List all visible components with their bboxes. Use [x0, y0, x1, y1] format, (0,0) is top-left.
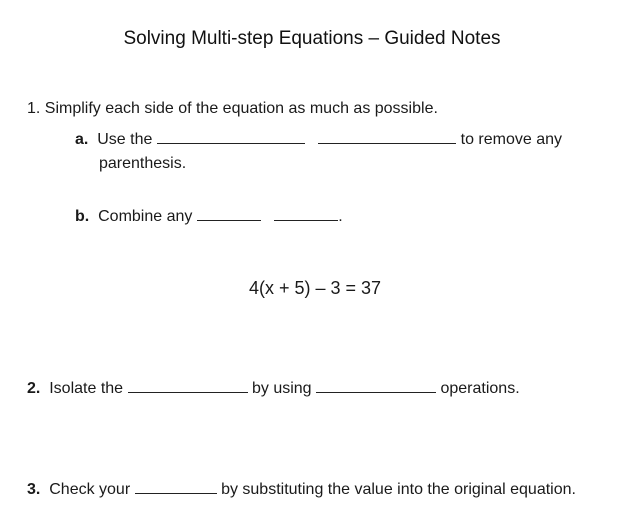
step-2-number: 2.: [27, 380, 41, 397]
step-1-number: 1.: [27, 100, 41, 117]
step-1a: [75, 128, 562, 150]
step-1b-tail: .: [338, 208, 343, 225]
example-equation: 4(x + 5) – 3 = 37: [248, 278, 382, 298]
step-1a-marker: a.: [75, 131, 89, 148]
step-1b-lead: Combine any: [98, 208, 193, 225]
blank-2-2[interactable]: [316, 377, 436, 393]
step-1: [27, 99, 438, 119]
step-3: [27, 478, 576, 500]
blank-1b-1[interactable]: [197, 205, 261, 221]
blank-3-1[interactable]: [135, 478, 217, 494]
step-2-lead: Isolate the: [49, 380, 124, 397]
step-1a-continuation: parenthesis.: [99, 155, 187, 172]
step-3-number: 3.: [27, 481, 41, 498]
step-1b: [75, 205, 343, 227]
blank-2-1[interactable]: [128, 377, 248, 393]
step-1a-tail: to remove any: [460, 131, 563, 148]
step-1a-lead: Use the: [97, 131, 153, 148]
blank-1b-2[interactable]: [274, 205, 338, 221]
step-3-lead: Check your: [49, 481, 131, 498]
step-1-text: Simplify each side of the equation as much as possible.: [44, 100, 438, 117]
blank-1a-1[interactable]: [157, 128, 305, 144]
step-2-tail: operations.: [440, 380, 520, 397]
page-title: Solving Multi-step Equations – Guided Notes: [123, 28, 501, 49]
step-1b-marker: b.: [75, 208, 90, 225]
step-2: [27, 377, 520, 399]
step-3-tail: by substituting the value into the original equation.: [221, 481, 576, 498]
step-2-mid: by using: [251, 380, 312, 397]
blank-1a-2[interactable]: [318, 128, 456, 144]
